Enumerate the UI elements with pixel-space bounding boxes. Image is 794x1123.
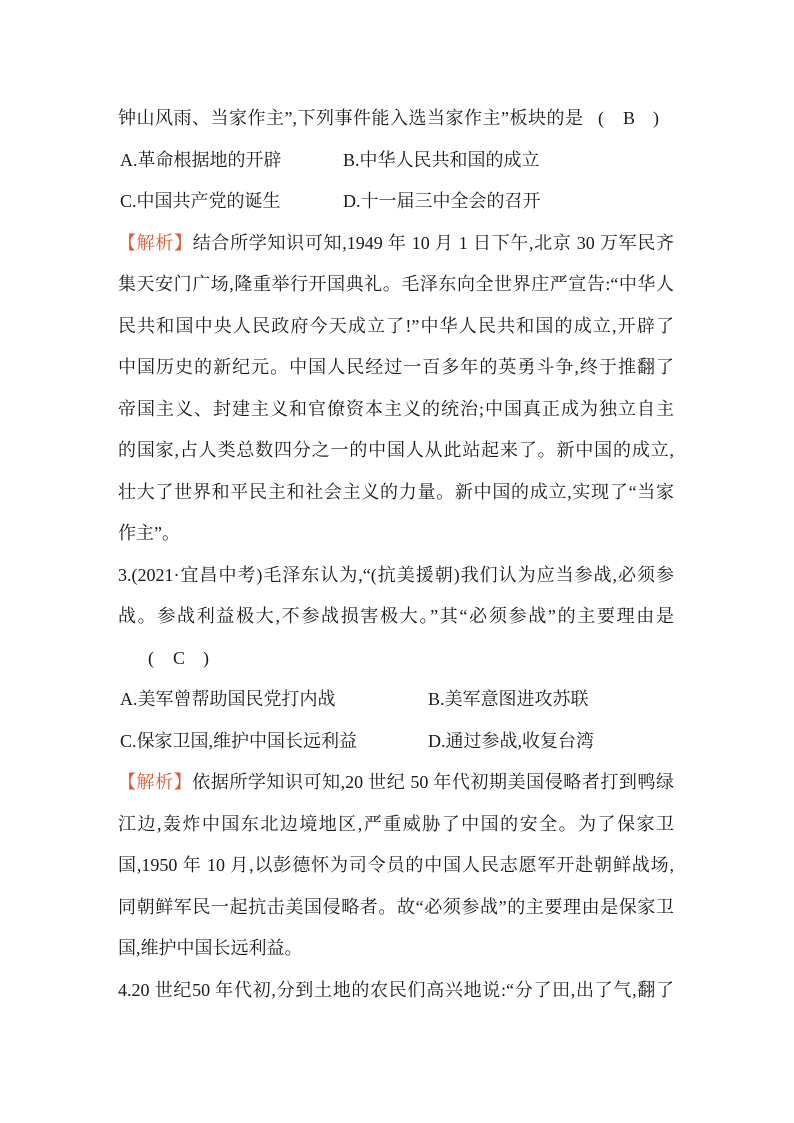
q3-option-c: C.保家卫国,维护中国长远利益: [120, 730, 358, 751]
page-content: [118, 98, 674, 1011]
q3-answer-line: [118, 638, 674, 680]
q2-analysis-line: 壮大了世界和平民主和社会主义的力量。新中国的成立,实现了“当家: [118, 481, 674, 502]
q3-options-row: [118, 721, 674, 763]
q3-analysis-line: 国,维护中国长远利益。: [118, 938, 303, 958]
q3-answer-letter: C: [173, 647, 186, 668]
q2-analysis-line: [118, 223, 674, 265]
q3-analysis-line: 江边,轰炸中国东北边境地区,严重威胁了中国的安全。为了保家卫: [118, 813, 674, 834]
q2-answer-letter: B: [623, 108, 636, 128]
q2-answer-bracket: [598, 98, 668, 140]
q3-analysis-line: 国,1950 年 10 月,以彭德怀为司令员的中国人民志愿军开赴朝鲜战场,: [118, 855, 674, 875]
q2-option-b: B.中华人民共和国的成立: [343, 149, 540, 170]
q2-stem-text: 钟山风雨、当家作主”,下列事件能入选当家作主”板块的是: [118, 108, 583, 128]
q3-option-d: D.通过参战,收复台湾: [428, 730, 594, 751]
q3-stem-line: 3.(2021·宜昌中考)毛泽东认为,“(抗美援朝)我们认为应当参战,必须参: [118, 564, 674, 585]
q2-option-c: C.中国共产党的诞生: [120, 191, 281, 211]
q3-analysis-text: 依据所学知识可知,20 世纪 50 年代初期美国侵略者打到鸭绿: [192, 772, 675, 792]
q2-analysis-tag: 【解析】: [118, 232, 193, 253]
q3-option-a: A.美军曾帮助国民党打内战: [120, 689, 336, 709]
q2-analysis-line: 的国家,占人类总数四分之一的中国人从此站起来了。新中国的成立,: [118, 440, 674, 460]
q2-stem-line: [118, 98, 674, 140]
q4-stem-line: 4.20 世纪50 年代初,分到土地的农民们高兴地说:“分了田,出了气,翻了: [118, 979, 674, 1000]
q3-stem-line: 战。参战利益极大,不参战损害极大。”其“必须参战”的主要理由是: [118, 606, 674, 626]
q2-options-row: [118, 140, 674, 182]
q3-option-b: B.美军意图进攻苏联: [428, 689, 589, 709]
q3-analysis-tag: 【解析】: [118, 772, 193, 792]
q2-analysis-line: 作主”。: [118, 523, 180, 543]
q3-analysis-line: [118, 762, 674, 804]
answer-close-paren: ): [653, 108, 659, 128]
q2-option-a: A.革命根据地的开辟: [120, 149, 282, 170]
q2-option-d: D.十一届三中全会的召开: [343, 191, 541, 211]
answer-close-paren: ): [203, 647, 209, 668]
q3-answer-bracket: [148, 638, 218, 680]
q2-analysis-line: 中国历史的新纪元。中国人民经过一百多年的英勇斗争,终于推翻了: [118, 357, 674, 377]
q2-analysis-line: 民共和国中央人民政府今天成立了!”中华人民共和国的成立,开辟了: [118, 315, 674, 336]
q2-analysis-line: 帝国主义、封建主义和官僚资本主义的统治;中国真正成为独立自主: [118, 398, 674, 419]
q2-analysis-text: 结合所学知识可知,1949 年 10 月 1 日下午,北京 30 万军民齐: [192, 232, 674, 253]
q3-analysis-line: 同朝鲜军民一起抗击美国侵略者。故“必须参战”的主要理由是保家卫: [118, 896, 674, 917]
q2-analysis-line: 集天安门广场,隆重举行开国典礼。毛泽东向全世界庄严宣告:“中华人: [118, 274, 674, 294]
answer-open-paren: (: [148, 647, 154, 668]
q3-options-row: [118, 679, 674, 721]
answer-open-paren: (: [598, 108, 604, 128]
q2-options-row: [118, 181, 674, 223]
